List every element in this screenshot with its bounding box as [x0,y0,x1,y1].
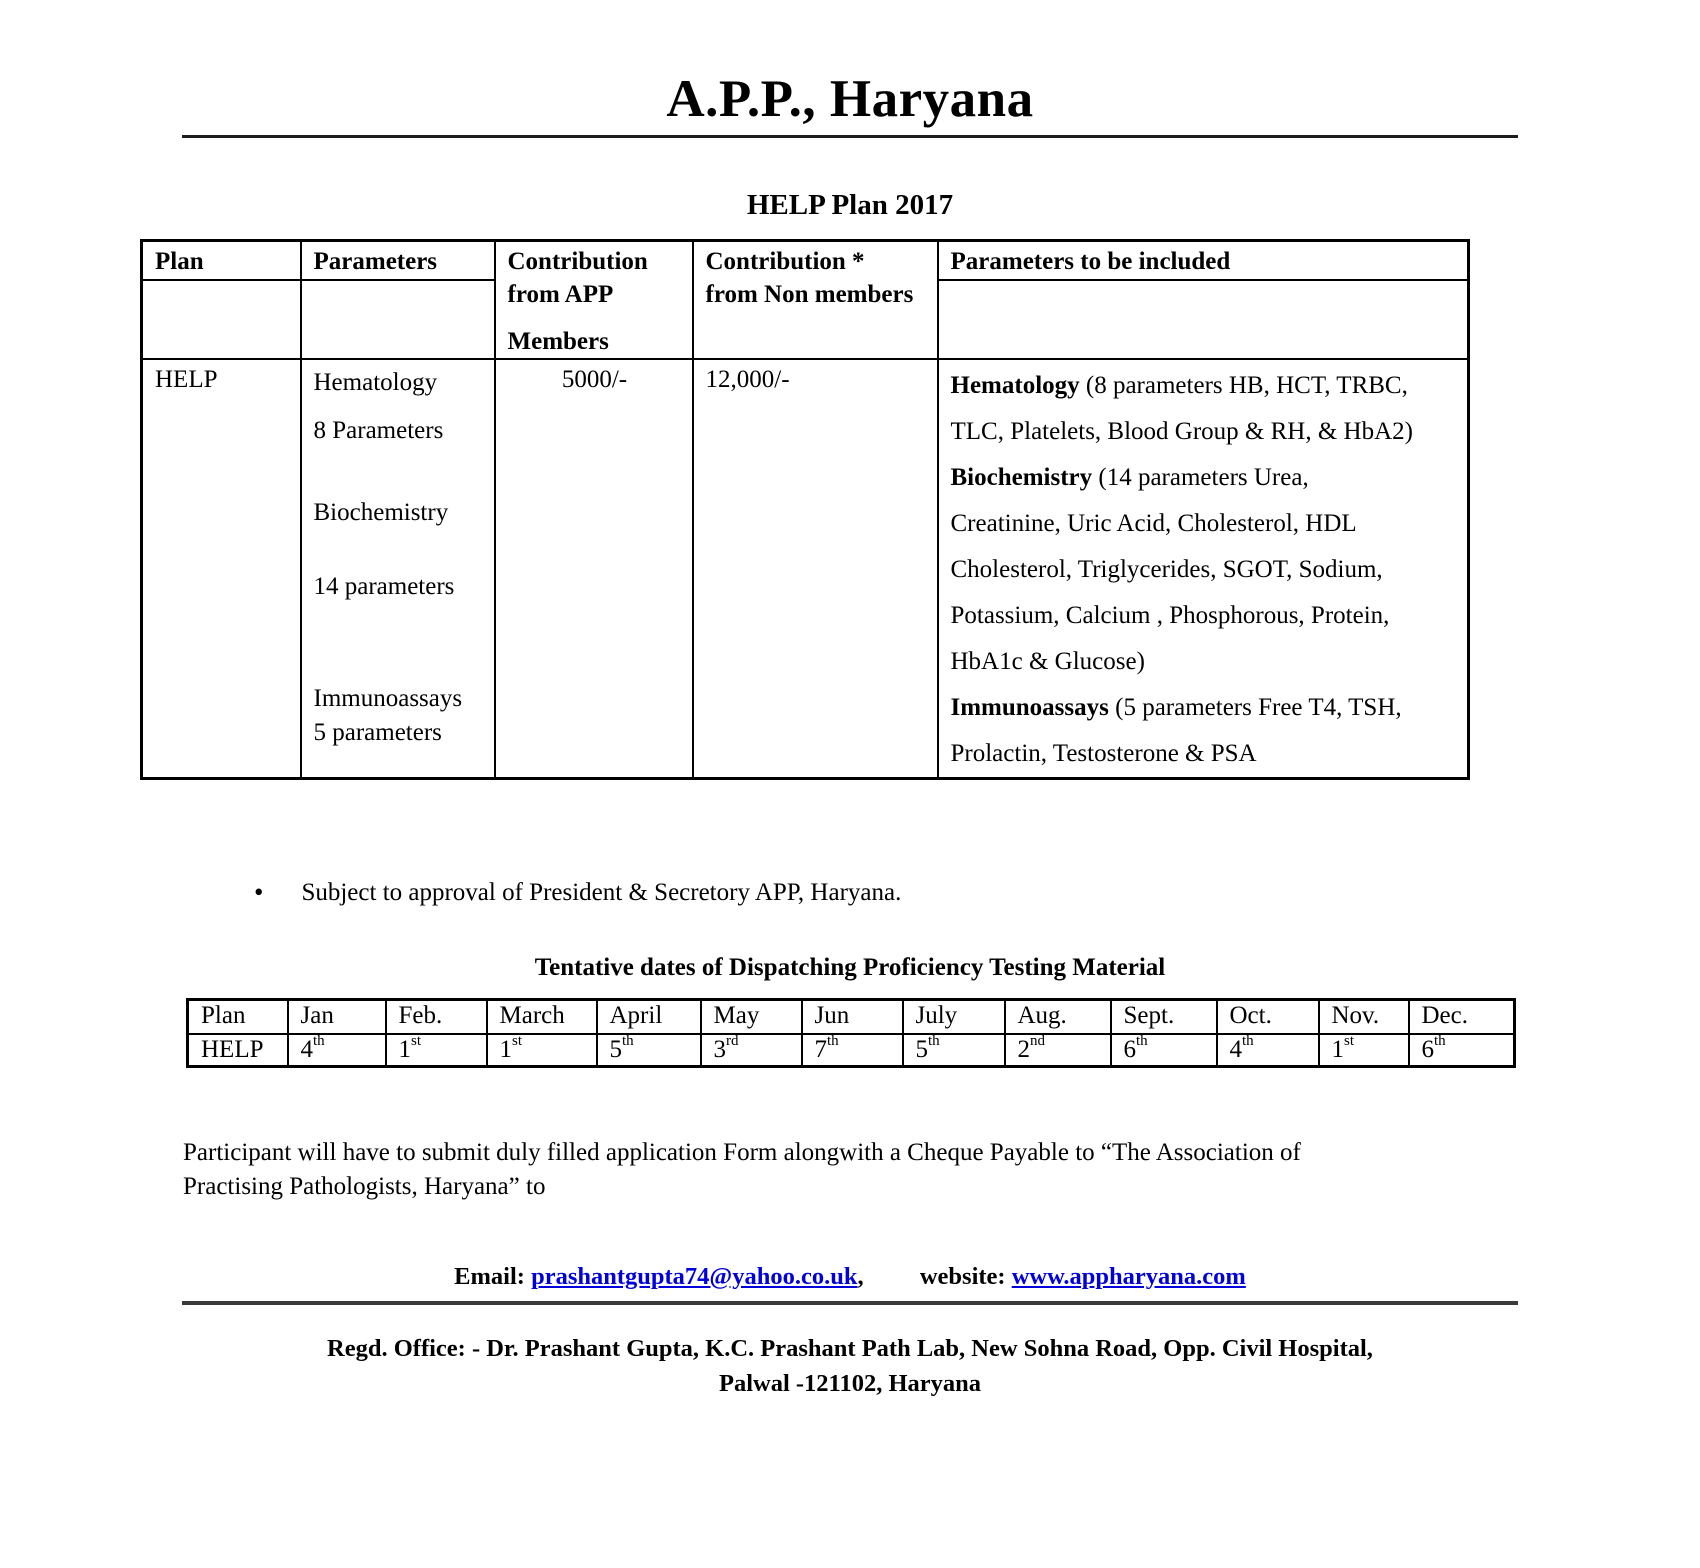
dispatch-date-cell: 7th [802,1034,903,1067]
plan-table-header-row-1 [142,241,1469,280]
included-parameters-line: Cholesterol, Triglycerides, SGOT, Sodium, [950,556,1383,584]
dispatch-date-cell: 5th [903,1034,1005,1067]
included-parameters-line: TLC, Platelets, Blood Group & RH, & HbA2) [950,418,1413,446]
member-contribution-cell: 5000/- [495,359,693,779]
included-parameters-line: Creatinine, Uric Acid, Cholesterol, HDL [950,510,1357,538]
header-line: from Non members [705,281,914,309]
included-parameters-cell [938,359,1469,779]
participant-note-line: Participant will have to submit duly filled application Form alongwith a Cheque Payable to “The Association of [183,1138,1301,1166]
email-label: Email: [454,1262,525,1290]
month-header-cell: March [487,1000,597,1034]
email-link[interactable]: prashantgupta74@yahoo.co.uk [531,1262,858,1290]
empty-cell [301,280,495,359]
approval-note [254,876,1700,909]
dispatch-date-cell: 3rd [701,1034,802,1067]
dates-data-row [188,1034,1515,1067]
month-header-cell: Dec. [1409,1000,1515,1034]
included-parameters-line: Prolactin, Testosterone & PSA [950,740,1257,768]
dispatch-date-cell: 1st [487,1034,597,1067]
month-header-cell: Aug. [1005,1000,1111,1034]
nonmember-contribution-cell: 12,000/- [693,359,938,779]
col-header-contribution-members [495,241,693,360]
participant-note-line: Practising Pathologists, Haryana” to [183,1172,546,1200]
col-header-contribution-nonmembers [693,241,938,360]
month-header-cell: April [597,1000,701,1034]
dates-header-row [188,1000,1515,1034]
regd-office-line: Regd. Office: - Dr. Prashant Gupta, K.C. Prashant Path Lab, New Sohna Road, Opp. Civil Hospital, [327,1334,1373,1362]
month-header-cell: Plan [188,1000,288,1034]
parameters-line: 5 parameters [313,719,442,747]
month-header-cell: Nov. [1319,1000,1409,1034]
parameters-line: Hematology [313,369,438,397]
participant-note [183,1136,1523,1204]
dispatch-dates-table [186,998,1516,1068]
included-parameters-line: HbA1c & Glucose) [950,648,1145,676]
col-header-parameters: Parameters [301,241,495,280]
header-line: Contribution * [705,248,865,276]
header-line: from APP [507,281,614,309]
included-parameters-line: Potassium, Calcium , Phosphorous, Protein, [950,602,1390,630]
plan-label-cell: HELP [188,1034,288,1067]
bullet-icon: • [254,877,264,908]
empty-cell [938,280,1469,359]
header-line: Members [507,328,609,356]
col-header-plan: Plan [142,241,301,280]
parameters-line: Immunoassays [313,685,463,713]
dispatch-date-cell: 1st [386,1034,487,1067]
website-label: website: [919,1262,1006,1290]
plan-table-data-row [142,359,1469,779]
parameters-line: Biochemistry [313,499,449,527]
included-parameters-line: Hematology (8 parameters HB, HCT, TRBC, [950,372,1408,400]
empty-cell [142,280,301,359]
website-link[interactable]: www.appharyana.com [1011,1262,1246,1290]
month-header-cell: May [701,1000,802,1034]
dispatch-date-cell: 6th [1111,1034,1217,1067]
plan-subtitle: HELP Plan 2017 [746,189,954,222]
title-block [182,70,1518,138]
page-title: A.P.P., Haryana [666,70,1034,128]
month-header-cell: Jan [288,1000,386,1034]
month-header-cell: July [903,1000,1005,1034]
dispatch-date-cell: 6th [1409,1034,1515,1067]
parameters-cell [301,359,495,779]
month-header-cell: Jun [802,1000,903,1034]
dispatch-date-cell: 1st [1319,1034,1409,1067]
included-parameters-line: Immunoassays (5 parameters Free T4, TSH, [950,694,1402,722]
dispatch-date-cell: 2nd [1005,1034,1111,1067]
header-line: Contribution [507,248,648,276]
included-parameters-line: Biochemistry (14 parameters Urea, [950,464,1309,492]
parameters-line: 8 Parameters [313,417,444,445]
help-plan-table [140,239,1470,780]
regd-office-line: Palwal -121102, Haryana [718,1369,981,1397]
dates-heading: Tentative dates of Dispatching Proficiency Testing Material [534,954,1166,982]
dispatch-date-cell: 4th [288,1034,386,1067]
dispatch-date-cell: 4th [1217,1034,1319,1067]
month-header-cell: Sept. [1111,1000,1217,1034]
col-header-included: Parameters to be included [938,241,1469,280]
contact-line [182,1260,1518,1305]
month-header-cell: Oct. [1217,1000,1319,1034]
month-header-cell: Feb. [386,1000,487,1034]
approval-note-text: Subject to approval of President & Secretory APP, Haryana. [301,879,902,907]
regd-office [182,1331,1518,1401]
dispatch-date-cell: 5th [597,1034,701,1067]
comma: , [857,1262,864,1290]
parameters-line: 14 parameters [313,573,455,601]
plan-name-cell: HELP [142,359,301,779]
